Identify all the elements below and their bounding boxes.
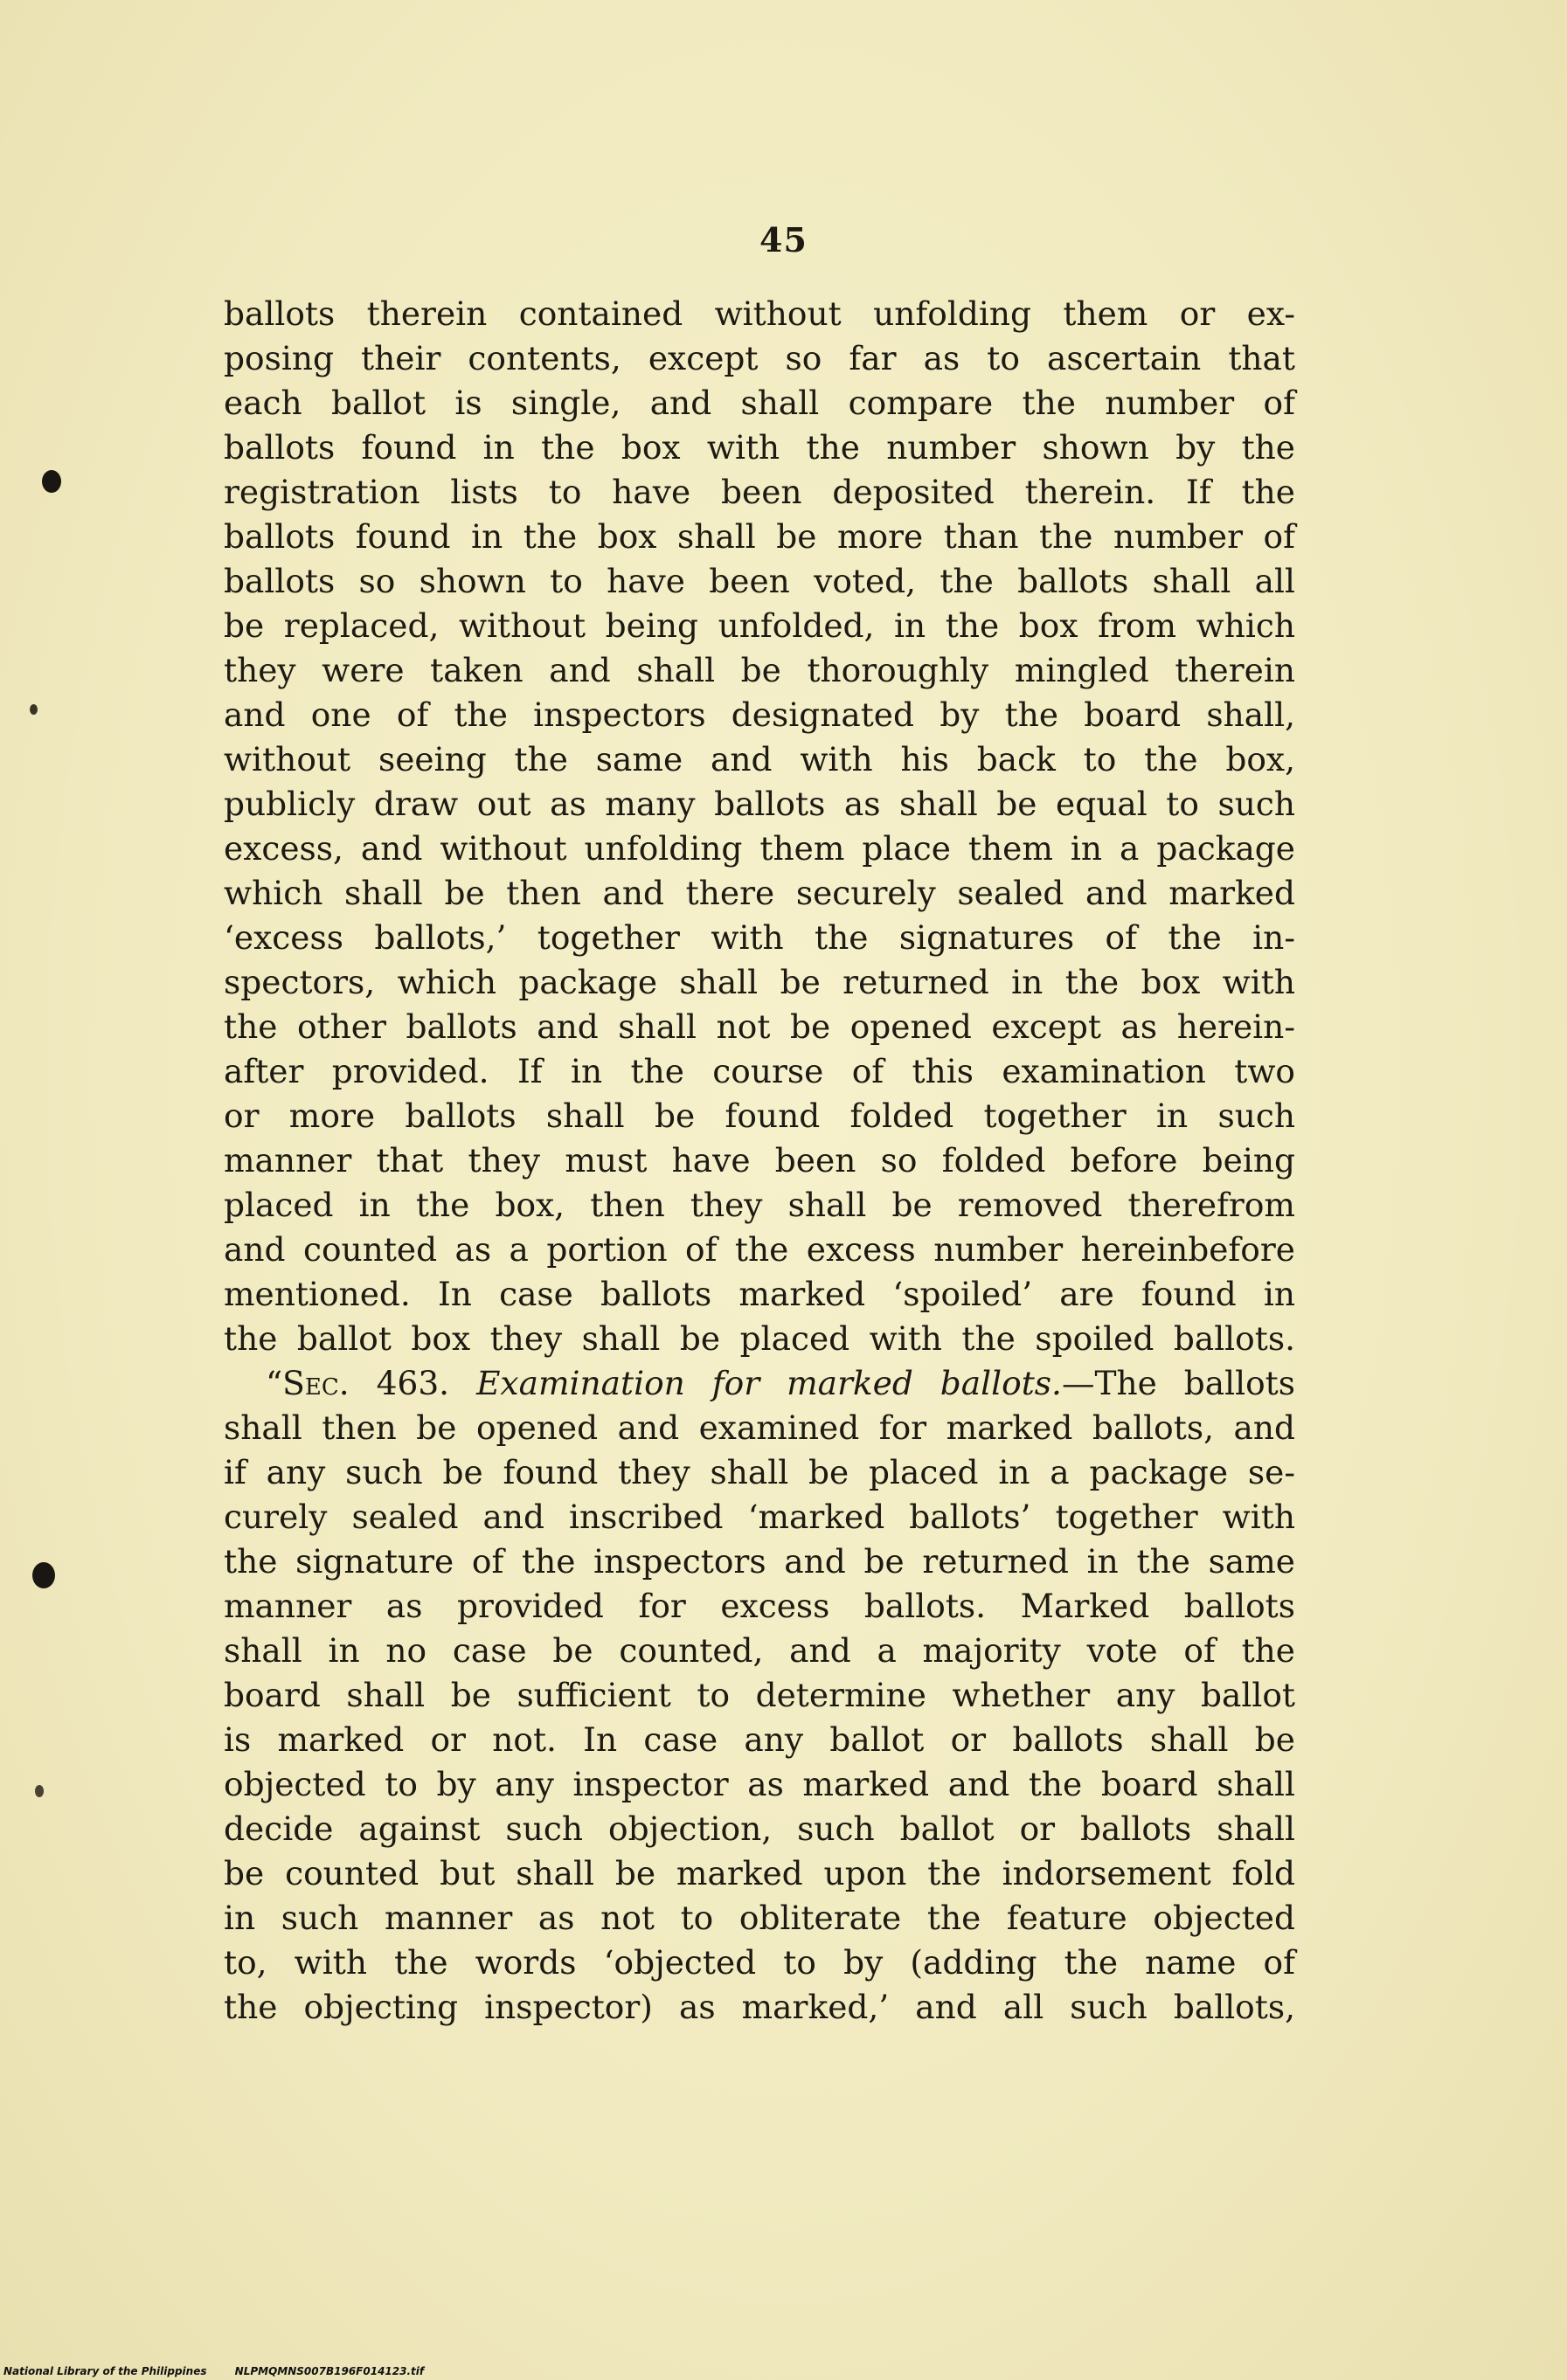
text-line: the objecting inspector) as marked,’ and all such ballots,: [224, 1988, 1295, 2026]
text-line: posing their contents, except so far as to ascertain that: [224, 339, 1295, 377]
section-title: Examination for marked ballots.: [476, 1364, 1062, 1402]
text-line: placed in the box, then they shall be removed therefrom: [224, 1186, 1295, 1224]
text-line: without seeing the same and with his back to the box,: [224, 740, 1295, 778]
text-line: ‘excess ballots,’ together with the signatures of the in-: [224, 918, 1295, 957]
text-line: registration lists to have been deposited therein. If the: [224, 473, 1295, 511]
text-line: each ballot is single, and shall compare the number of: [224, 384, 1295, 422]
text-line: mentioned. In case ballots marked ‘spoiled’ are found in: [224, 1275, 1295, 1313]
text-line: and counted as a portion of the excess number hereinbefore: [224, 1230, 1295, 1269]
text-line: ballots therein contained without unfolding them or ex-: [224, 294, 1295, 333]
text-line: objected to by any inspector as marked and the board shall: [224, 1765, 1295, 1803]
section-number: “Sec. 463.: [266, 1364, 450, 1402]
ink-blot-small: [30, 704, 38, 715]
ink-mark-lower: [35, 1785, 44, 1797]
text-line: spectors, which package shall be returned in the box with: [224, 963, 1295, 1001]
text-line: shall in no case be counted, and a majority vote of the: [224, 1631, 1295, 1670]
text-line: board shall be sufficient to determine whether any ballot: [224, 1676, 1295, 1714]
text-line: in such manner as not to obliterate the feature objected: [224, 1899, 1295, 1937]
section-first-line-text: —The ballots: [1061, 1364, 1295, 1402]
text-line: decide against such objection, such ballot or ballots shall: [224, 1809, 1295, 1848]
text-line: if any such be found they shall be placed in a package se-: [224, 1453, 1295, 1491]
text-line: to, with the words ‘objected to by (adding the name of: [224, 1943, 1295, 1982]
text-line: curely sealed and inscribed ‘marked ballots’ together with: [224, 1498, 1295, 1536]
scan-footer: [3, 2365, 424, 2377]
text-line: manner as provided for excess ballots. Marked ballots: [224, 1587, 1295, 1625]
body-text: [224, 292, 1295, 2030]
library-credit: National Library of the Philippines: [3, 2365, 207, 2377]
section-heading-line: [224, 1361, 1295, 1406]
text-line: shall then be opened and examined for marked ballots, and: [224, 1408, 1295, 1447]
text-line: ballots so shown to have been voted, the ballots shall all: [224, 562, 1295, 600]
text-line: be replaced, without being unfolded, in the box from which: [224, 606, 1295, 645]
text-line: excess, and without unfolding them place them in a package: [224, 829, 1295, 868]
text-line: the other ballots and shall not be opened except as herein-: [224, 1007, 1295, 1046]
text-line: or more ballots shall be found folded together in such: [224, 1097, 1295, 1135]
text-line: be counted but shall be marked upon the indorsement fold: [224, 1854, 1295, 1892]
text-line: manner that they must have been so folded before being: [224, 1141, 1295, 1180]
text-line: ballots found in the box with the number shown by the: [224, 428, 1295, 467]
text-line: they were taken and shall be thoroughly mingled therein: [224, 651, 1295, 689]
text-line: after provided. If in the course of this examination two: [224, 1052, 1295, 1090]
text-line: ballots found in the box shall be more than the number of: [224, 517, 1295, 556]
text-line: is marked or not. In case any ballot or ballots shall be: [224, 1720, 1295, 1759]
text-line: which shall be then and there securely sealed and marked: [224, 874, 1295, 912]
text-line: publicly draw out as many ballots as shall be equal to such: [224, 785, 1295, 823]
page-number: 45: [759, 220, 808, 259]
file-name: NLPMQMNS007B196F014123.tif: [234, 2365, 425, 2377]
ink-blot-middle: [32, 1562, 55, 1588]
text-line: the signature of the inspectors and be returned in the same: [224, 1542, 1295, 1581]
text-line: the ballot box they shall be placed with the spoiled ballots.: [224, 1319, 1295, 1358]
text-line: and one of the inspectors designated by the board shall,: [224, 695, 1295, 734]
ink-blot-top: [42, 470, 61, 493]
